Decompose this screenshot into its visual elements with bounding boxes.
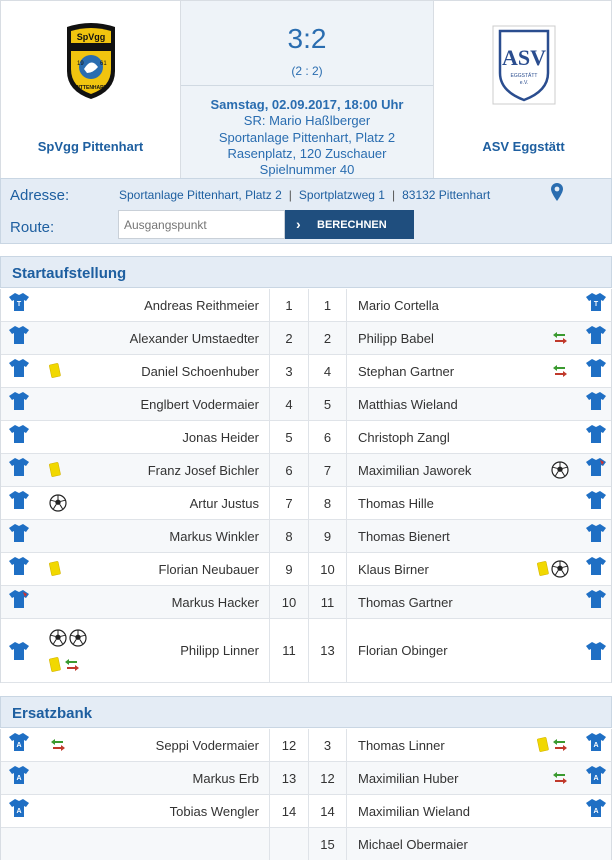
- sub-jersey-icon[interactable]: [577, 729, 607, 761]
- home-player-name[interactable]: Jonas Heider: [182, 429, 259, 445]
- home-player-name[interactable]: Philipp Linner: [180, 643, 259, 658]
- address-part-3: 83132 Pittenhart: [402, 188, 491, 202]
- keeper-jersey-icon[interactable]: [577, 289, 607, 321]
- jersey-icon[interactable]: [577, 619, 607, 682]
- home-player-name[interactable]: Seppi Vodermaier: [155, 737, 259, 753]
- away-number-text: 7: [323, 462, 332, 478]
- halftime-score: (2 : 2): [291, 64, 323, 78]
- away-player-name[interactable]: Matthias Wieland: [358, 396, 458, 412]
- route-start-input[interactable]: [118, 210, 285, 239]
- final-score: 3:2: [287, 23, 327, 54]
- lineup-table: [0, 289, 612, 683]
- player-row: [1, 828, 611, 860]
- away-player-events: [521, 487, 571, 519]
- substitution-icon: [49, 738, 67, 752]
- home-player-events: [49, 729, 99, 761]
- away-player-events: [521, 553, 571, 585]
- away-team-logo: [492, 25, 556, 108]
- home-player-number: [269, 619, 309, 682]
- bench-title: Ersatzbank: [12, 705, 93, 722]
- player-row: [1, 586, 611, 619]
- goal-ball-icon: [551, 461, 569, 479]
- home-player-number: [269, 762, 309, 794]
- home-number-text: 12: [281, 737, 297, 753]
- player-row: [1, 487, 611, 520]
- home-player-events: [49, 520, 99, 552]
- away-number-text: 11: [320, 594, 335, 610]
- chevron-right-icon: ›: [296, 216, 301, 232]
- home-number-text: 1: [285, 297, 293, 313]
- home-team[interactable]: [1, 1, 180, 179]
- svg-text:EGGSTÄTT: EGGSTÄTT: [510, 73, 537, 79]
- svg-text:A: A: [593, 742, 599, 749]
- svg-text:PITTENHART: PITTENHART: [74, 85, 107, 91]
- home-player-events: [49, 828, 99, 860]
- player-row: [1, 355, 611, 388]
- jersey-icon[interactable]: [8, 388, 38, 420]
- home-number-text: 14: [281, 803, 297, 819]
- jersey-icon[interactable]: [577, 355, 607, 387]
- match-header: [0, 0, 612, 178]
- away-number-text: 2: [323, 330, 332, 346]
- away-team[interactable]: [434, 1, 612, 179]
- divider: [181, 85, 433, 86]
- home-player-events: [49, 388, 99, 420]
- svg-text:e.V.: e.V.: [519, 80, 528, 86]
- away-number-text: 10: [320, 561, 335, 577]
- away-player-name[interactable]: Klaus Birner: [358, 561, 429, 577]
- jersey-icon[interactable]: [8, 487, 38, 519]
- player-row: [1, 762, 611, 795]
- home-player-name[interactable]: Markus Hacker: [171, 594, 259, 610]
- bench-section-header: [0, 696, 612, 728]
- away-player-number: [309, 795, 347, 827]
- away-player-name[interactable]: Thomas Hille: [358, 495, 434, 511]
- home-number-text: 9: [285, 561, 293, 577]
- goal-ball-icon: [49, 494, 67, 512]
- away-player-events: [521, 828, 571, 860]
- substitution-icon: [551, 771, 569, 785]
- match-date: Samstag, 02.09.2017, 18:00 Uhr: [210, 97, 404, 112]
- player-row: [1, 729, 611, 762]
- captain-jersey-icon[interactable]: [8, 586, 38, 618]
- goal-ball-icon: [69, 629, 87, 647]
- home-number-text: 6: [285, 462, 293, 478]
- home-player-name[interactable]: Franz Josef Bichler: [147, 462, 259, 478]
- jersey-icon[interactable]: [577, 421, 607, 453]
- player-row: [1, 454, 611, 487]
- home-player-events: [49, 619, 99, 682]
- away-player-events: [521, 454, 571, 486]
- away-player-name[interactable]: Maximilian Huber: [358, 770, 459, 786]
- away-player-name[interactable]: Thomas Gartner: [358, 594, 453, 610]
- home-player-events: [49, 795, 99, 827]
- away-player-events: [521, 795, 571, 827]
- away-number-text: 6: [323, 429, 332, 445]
- away-player-name[interactable]: Christoph Zangl: [358, 429, 450, 445]
- jersey-icon[interactable]: [577, 322, 607, 354]
- jersey-icon[interactable]: [8, 619, 38, 682]
- away-player-events: [521, 619, 571, 682]
- svg-text:A: A: [16, 742, 22, 749]
- home-number-text: 2: [285, 330, 293, 346]
- sub-jersey-icon[interactable]: [577, 795, 607, 827]
- away-player-number: [309, 619, 347, 682]
- home-player-number: [269, 487, 309, 519]
- away-player-events: [521, 289, 571, 321]
- away-player-number: [309, 454, 347, 486]
- home-number-text: 10: [281, 594, 297, 610]
- home-number-text: 13: [281, 770, 297, 786]
- away-number-text: 12: [320, 770, 335, 786]
- home-player-name[interactable]: Tobias Wengler: [169, 803, 259, 819]
- venue-address-panel: [0, 178, 612, 244]
- home-team-logo: [61, 21, 121, 104]
- svg-text:A: A: [16, 775, 22, 782]
- home-player-name[interactable]: Markus Winkler: [169, 528, 259, 544]
- address-part-1: Sportanlage Pittenhart, Platz 2: [119, 188, 282, 202]
- player-row: [1, 421, 611, 454]
- home-player-events: [49, 421, 99, 453]
- away-player-number: [309, 388, 347, 420]
- home-player-events: [49, 322, 99, 354]
- home-player-number: [269, 828, 309, 860]
- jersey-icon[interactable]: [8, 520, 38, 552]
- away-player-number: [309, 322, 347, 354]
- address-label: Adresse:: [10, 187, 70, 204]
- home-player-number: [269, 388, 309, 420]
- away-player-events: [521, 762, 571, 794]
- svg-text:T: T: [16, 301, 22, 308]
- svg-text:61: 61: [99, 61, 107, 67]
- home-player-events: [49, 289, 99, 321]
- home-team-name[interactable]: SpVgg Pittenhart: [37, 139, 144, 154]
- home-player-number: [269, 355, 309, 387]
- calculate-route-label: BERECHNEN: [317, 218, 387, 231]
- jersey-icon[interactable]: [577, 520, 607, 552]
- away-player-name[interactable]: Thomas Bienert: [358, 528, 450, 544]
- home-player-name[interactable]: Markus Erb: [192, 770, 259, 786]
- away-player-number: [309, 289, 347, 321]
- player-row: [1, 289, 611, 322]
- away-number-text: 13: [320, 643, 335, 658]
- home-player-number: [269, 729, 309, 761]
- keeper-jersey-icon[interactable]: [8, 289, 38, 321]
- away-player-number: [309, 729, 347, 761]
- player-row: [1, 520, 611, 553]
- lineup-title: Startaufstellung: [12, 265, 127, 282]
- substitution-icon: [63, 658, 81, 672]
- away-player-number: [309, 355, 347, 387]
- svg-text:A: A: [593, 775, 599, 782]
- jersey-icon[interactable]: [577, 586, 607, 618]
- away-player-events: [521, 421, 571, 453]
- bench-table: [0, 729, 612, 860]
- away-player-number: [309, 487, 347, 519]
- home-player-name[interactable]: Florian Neubauer: [158, 561, 259, 577]
- away-player-name[interactable]: Thomas Linner: [358, 737, 445, 753]
- route-label: Route:: [10, 219, 55, 236]
- away-number-text: 3: [323, 737, 332, 753]
- yellow-card-icon: [49, 462, 61, 478]
- jersey-icon[interactable]: [8, 553, 38, 585]
- home-player-events: [49, 487, 99, 519]
- home-number-text: 8: [285, 528, 293, 544]
- lineup-section-header: [0, 256, 612, 288]
- home-player-number: [269, 553, 309, 585]
- yellow-card-icon: [49, 363, 61, 379]
- away-number-text: 1: [323, 297, 332, 313]
- away-player-name[interactable]: Florian Obinger: [358, 643, 448, 658]
- home-player-events: [49, 586, 99, 618]
- player-row: [1, 388, 611, 421]
- player-row: [1, 619, 611, 683]
- home-player-number: [269, 322, 309, 354]
- home-player-name[interactable]: Daniel Schoenhuber: [141, 363, 259, 379]
- jersey-icon[interactable]: [8, 421, 38, 453]
- home-player-name[interactable]: Alexander Umstaedter: [129, 330, 259, 346]
- jersey-icon[interactable]: [577, 487, 607, 519]
- home-number-text: 4: [285, 396, 293, 412]
- away-player-number: [309, 553, 347, 585]
- home-player-number: [269, 289, 309, 321]
- home-number-text: 7: [285, 495, 293, 511]
- home-player-number: [269, 520, 309, 552]
- goal-ball-icon: [551, 560, 569, 578]
- home-player-name[interactable]: Artur Justus: [189, 495, 259, 511]
- away-number-text: 9: [323, 528, 332, 544]
- away-player-events: [521, 355, 571, 387]
- svg-text:A: A: [593, 808, 599, 815]
- home-player-events: [49, 553, 99, 585]
- address-sep-2: |: [391, 188, 396, 202]
- svg-text:19: 19: [76, 61, 84, 67]
- away-player-events: [521, 729, 571, 761]
- player-row: [1, 795, 611, 828]
- address-sep-1: |: [288, 188, 292, 202]
- away-player-number: [309, 762, 347, 794]
- referee: SR: Mario Haßlberger: [243, 113, 371, 129]
- away-player-name[interactable]: Philipp Babel: [358, 330, 434, 346]
- home-number-text: 11: [282, 643, 296, 658]
- yellow-card-icon: [49, 561, 61, 577]
- away-player-events: [521, 520, 571, 552]
- home-player-events: [49, 454, 99, 486]
- yellow-card-icon: [537, 737, 549, 753]
- away-player-events: [521, 388, 571, 420]
- goal-ball-icon: [49, 629, 67, 647]
- player-row: [1, 322, 611, 355]
- away-player-number: [309, 520, 347, 552]
- home-player-number: [269, 421, 309, 453]
- address-part-2: Sportplatzweg 1: [298, 188, 385, 202]
- sub-jersey-icon[interactable]: [8, 795, 38, 827]
- away-player-number: [309, 586, 347, 618]
- home-player-events: [49, 355, 99, 387]
- substitution-icon: [551, 738, 569, 752]
- away-player-name[interactable]: Michael Obermaier: [358, 836, 468, 852]
- substitution-icon: [551, 331, 569, 345]
- substitution-icon: [551, 364, 569, 378]
- map-pin-icon[interactable]: [551, 183, 563, 204]
- away-number-text: 14: [320, 803, 335, 819]
- away-number-text: 5: [323, 396, 332, 412]
- away-number-text: 4: [323, 363, 332, 379]
- svg-text:ASV: ASV: [501, 45, 546, 70]
- home-player-number: [269, 454, 309, 486]
- away-player-name[interactable]: Stephan Gartner: [358, 363, 455, 379]
- game-number: Spielnummer 40: [259, 162, 355, 178]
- svg-text:T: T: [593, 301, 599, 308]
- away-player-events: [521, 586, 571, 618]
- match-info: [181, 97, 433, 178]
- sub-jersey-icon[interactable]: [577, 762, 607, 794]
- away-player-events: [521, 322, 571, 354]
- home-number-text: 5: [285, 429, 293, 445]
- away-team-name[interactable]: ASV Eggstätt: [482, 139, 565, 154]
- home-player-name[interactable]: [101, 828, 259, 860]
- away-number-text: 15: [320, 836, 335, 852]
- jersey-icon[interactable]: [577, 388, 607, 420]
- match-score-panel: [180, 1, 434, 179]
- away-player-name[interactable]: Mario Cortella: [358, 297, 439, 313]
- jersey-icon[interactable]: [8, 322, 38, 354]
- address-value: [119, 188, 490, 202]
- away-player-number: [309, 421, 347, 453]
- svg-text:SpVgg: SpVgg: [76, 32, 105, 42]
- away-player-number: [309, 828, 347, 860]
- jersey-icon[interactable]: [8, 355, 38, 387]
- home-player-number: [269, 795, 309, 827]
- home-player-name[interactable]: Englbert Vodermaier: [140, 396, 259, 412]
- player-row: [1, 553, 611, 586]
- home-player-number: [269, 586, 309, 618]
- svg-text:A: A: [16, 808, 22, 815]
- sub-jersey-icon[interactable]: [8, 762, 38, 794]
- home-player-name[interactable]: Andreas Reithmeier: [144, 297, 259, 313]
- away-player-name[interactable]: Maximilian Jaworek: [358, 462, 472, 478]
- venue: Sportanlage Pittenhart, Platz 2: [218, 129, 396, 145]
- yellow-card-icon: [537, 561, 549, 577]
- home-player-events: [49, 762, 99, 794]
- away-player-name[interactable]: Maximilian Wieland: [358, 803, 470, 819]
- jersey-icon[interactable]: [577, 553, 607, 585]
- jersey-icon[interactable]: [8, 454, 38, 486]
- calculate-route-button[interactable]: [285, 210, 414, 239]
- captain-jersey-icon[interactable]: [577, 454, 607, 486]
- home-number-text: 3: [285, 363, 293, 379]
- pitch-info: Rasenplatz, 120 Zuschauer: [227, 145, 387, 161]
- yellow-card-icon: [49, 657, 61, 673]
- away-number-text: 8: [323, 495, 332, 511]
- sub-jersey-icon[interactable]: [8, 729, 38, 761]
